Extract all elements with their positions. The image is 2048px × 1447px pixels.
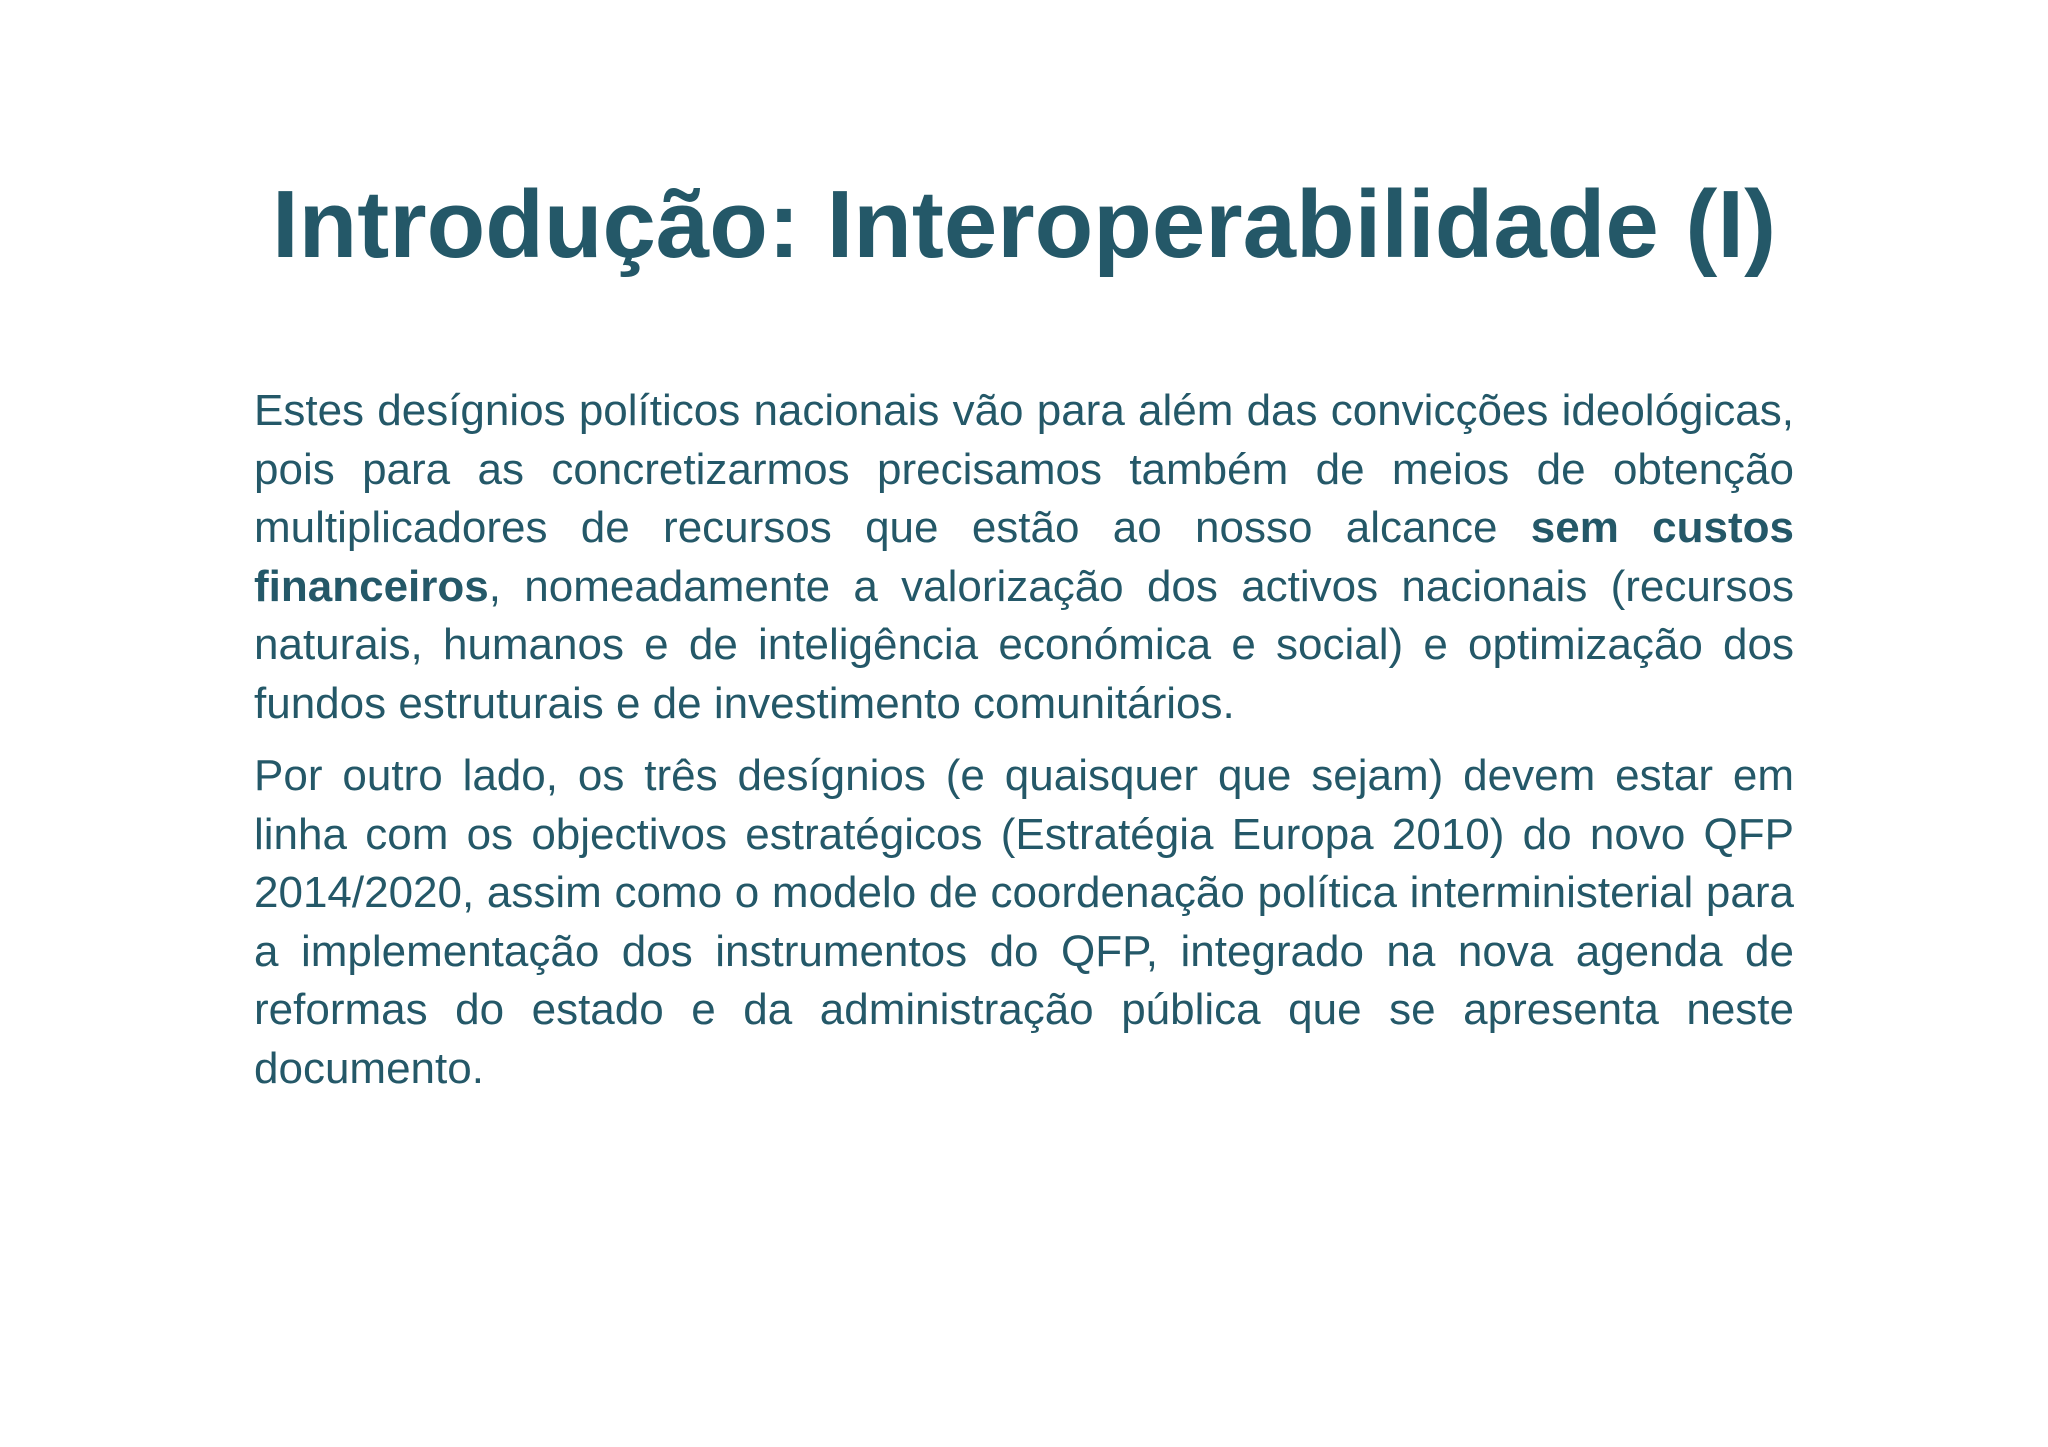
paragraph-1-text-end: , nomeadamente a valorização dos activos nacionais (recursos naturais, humanos e de inteligência económica e social) e optimização dos fundos estruturais e de investimento comunitários. — [254, 561, 1794, 728]
paragraph-2: Por outro lado, os três desígnios (e quaisquer que sejam) devem estar em linha com os objectivos estratégicos (Estratégia Europa 2010) do novo QFP 2014/2020, assim como o modelo de coordenação política interministerial para a implementação dos instrumentos do QFP, integrado na nova agenda de reformas do estado e da administração pública que se apresenta neste documento. — [254, 751, 1794, 1093]
slide-title: Introdução: Interoperabilidade (I) — [271, 171, 1777, 278]
paragraph-1-text-start: Estes desígnios políticos nacionais vão para além das convicções ideológicas, pois para as concretizarmos precisamos também de meios de obtenção multiplicadores de recursos que estão ao nosso alcance — [254, 386, 1794, 552]
paragraph-1 — [254, 382, 1794, 733]
paragraph-1-bold-phrase: sem custos financeiros — [254, 503, 1794, 611]
slide-body — [254, 382, 1794, 1112]
